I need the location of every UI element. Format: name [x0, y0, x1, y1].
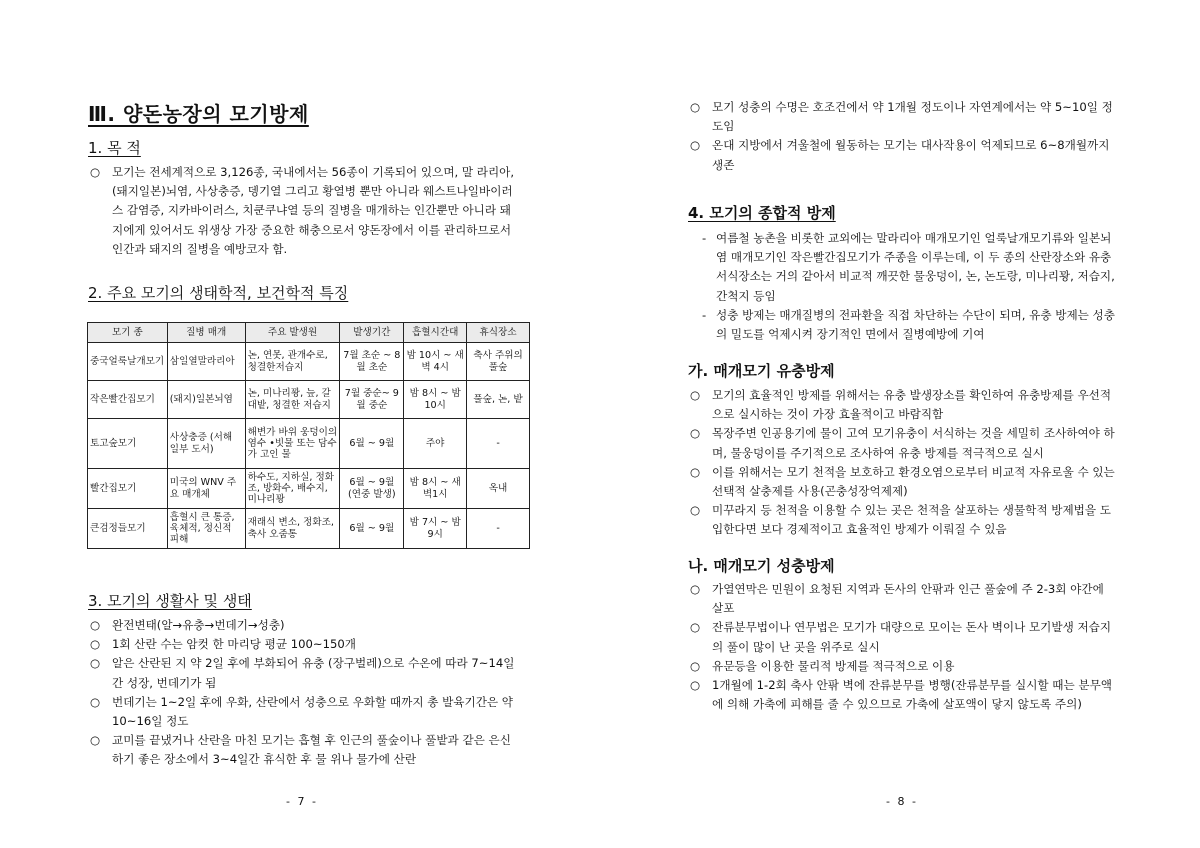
dash-bullet-icon: - [702, 231, 707, 245]
bullet-item [90, 654, 515, 692]
table-cell: 하수도, 지하실, 정화조, 방화수, 배수지, 미나리꽝 [245, 469, 340, 509]
bullet-text: 완전변태(알→유충→번데기→성충) [112, 618, 285, 632]
table-cell: 밤 7시 ~ 밤 9시 [404, 509, 467, 549]
circle-bullet-icon: ○ [90, 694, 101, 709]
table-cell: 7월 중순~ 9월 중순 [340, 381, 404, 419]
table-cell: 6월 ~ 9월 [340, 509, 404, 549]
bullet-text: 1회 산란 수는 암컷 한 마리당 평균 100~150개 [112, 637, 356, 652]
section-3-heading: 3. 모기의 생활사 및 생태 [88, 592, 252, 610]
table-cell: 해변가 바위 웅덩이의 염수 •빗물 또는 담수가 고인 물 [245, 419, 340, 469]
table-header-cell: 주요 발생원 [245, 323, 340, 343]
section-2-heading: 2. 주요 모기의 생태학적, 보건학적 특징 [88, 284, 349, 302]
circle-bullet-icon: ○ [690, 620, 701, 635]
table-cell: 6월 ~ 9월 [340, 419, 404, 469]
right-page [600, 0, 1200, 848]
bullet-item [90, 635, 515, 654]
bullet-item [690, 676, 1115, 714]
dash-text: 여름철 농촌을 비롯한 교외에는 말라리아 매개모기인 얼룩날개모기류와 일본뇌염 매개모기인 작은빨간집모기가 주종을 이루는데, 이 두 종의 산란장소와 유충 서식장소는 거의 같아서 비교적 깨끗한 물웅덩이, 논, 논도랑, 미나리꽝, 저습지, 간척지 등임 [716, 231, 1115, 303]
table-cell: 중국얼룩날개모기 [88, 343, 168, 381]
circle-bullet-icon: ○ [690, 678, 701, 693]
dash-bullet-icon: - [702, 307, 707, 322]
table-cell: 축사 주위의 풀숲 [467, 343, 530, 381]
bullet-text: 번데기는 1~2일 후에 우화, 산란에서 성충으로 우화할 때까지 총 발육기간은 약 10~16일 정도 [112, 694, 513, 729]
table-cell: 밤 8시 ~ 새벽1시 [404, 469, 467, 509]
table-cell: 풀숲, 논, 밭 [467, 381, 530, 419]
bullet-text: 교미를 끝냈거나 산란을 마친 모기는 흡혈 후 인근의 풀숲이나 풀밭과 같은 은신하기 좋은 장소에서 3~4일간 휴식한 후 물 위나 물가에 산란 [112, 733, 511, 767]
table-cell: 밤 8시 ~ 밤10시 [404, 381, 467, 419]
bullet-item [90, 731, 515, 769]
circle-bullet-icon: ○ [90, 637, 101, 652]
bullet-item [690, 424, 1115, 462]
dash-item [702, 306, 1117, 344]
bullet-text: 1개월에 1-2회 축사 안팎 벽에 잔류분무를 병행(잔류분무를 실시할 때는 분무액에 의해 가축에 피해를 줄 수 있으므로 가축에 살포액이 닿지 않도록 주의) [712, 678, 1112, 712]
continued-bullets [690, 98, 1115, 175]
circle-bullet-icon: ○ [690, 503, 701, 518]
chapter-title: Ⅲ. 양돈농장의 모기방제 [88, 102, 309, 126]
circle-bullet-icon: ○ [690, 582, 701, 596]
table-cell: 삼일열말라리아 [167, 343, 245, 381]
bullet-text: 미꾸라지 등 천적을 이용할 수 있는 곳은 천적을 살포하는 생물학적 방제법을 도입한다면 보다 경제적이고 효율적인 방제가 이뤄질 수 있음 [712, 503, 1111, 537]
subsection-b-heading: 나. 매개모기 성충방제 [688, 557, 835, 575]
circle-bullet-icon: ○ [690, 100, 701, 114]
table-cell: 밤 10시 ~ 새벽 4시 [404, 343, 467, 381]
table-cell: 사상충증 (서해 일부 도서) [167, 419, 245, 469]
section-1-heading: 1. 목 적 [88, 139, 141, 157]
bullet-text: 잔류분무법이나 연무법은 모기가 대량으로 모이는 돈사 벽이나 모기발생 저습지의 풀이 많이 난 곳을 위주로 실시 [712, 620, 1112, 654]
table-cell: 토고숲모기 [88, 419, 168, 469]
dash-text: 성충 방제는 매개질병의 전파환을 직접 차단하는 수단이 되며, 유충 방제는 성충의 밀도를 억제시켜 장기적인 면에서 질병예방에 기여 [716, 307, 1115, 342]
table-header-cell: 발생기간 [340, 323, 404, 343]
bullet-item [690, 386, 1115, 424]
table-header-cell: 질병 매개 [167, 323, 245, 343]
dash-item [702, 229, 1117, 306]
table-cell: 옥내 [467, 469, 530, 509]
bullet-text: 유문등을 이용한 물리적 방제를 적극적으로 이용 [712, 658, 955, 673]
page-number: - 8 - [886, 795, 918, 808]
table-header-row [88, 323, 530, 343]
bullet-item [690, 98, 1115, 136]
bullet-text: 모기의 효율적인 방제를 위해서는 유충 발생장소를 확인하여 유충방제를 우선적으로 실시하는 것이 가장 효율적이고 바람직함 [712, 388, 1112, 422]
table-header-cell: 모기 종 [88, 323, 168, 343]
bullet-item [90, 616, 515, 635]
table-row [88, 509, 530, 549]
bullet-text: 모기 성충의 수명은 호조건에서 약 1개월 정도이나 자연계에서는 약 5~10일 정도임 [712, 100, 1113, 134]
bullet-text: 목장주변 인공용기에 물이 고여 모기유충이 서식하는 것을 세밀히 조사하여야 하며, 물웅덩이를 주기적으로 조사하여 유충 방제를 적극적으로 실시 [712, 426, 1115, 460]
bullet-item [90, 693, 515, 731]
circle-bullet-icon: ○ [690, 464, 701, 479]
bullet-text: 알은 산란된 지 약 2일 후에 부화되어 유충 (장구벌레)으로 수온에 따라 7~14일간 성장, 번데기가 됨 [112, 656, 515, 690]
table-cell: 미국의 WNV 주요 매개체 [167, 469, 245, 509]
bullet-item [690, 501, 1115, 539]
table-row [88, 419, 530, 469]
section-4-heading: 4. 모기의 종합적 방제 [688, 204, 836, 222]
bullet-item [690, 463, 1115, 501]
table-row [88, 381, 530, 419]
bullet-item [690, 657, 1115, 676]
table-row [88, 343, 530, 381]
bullet-item [690, 136, 1115, 174]
table-cell: 논, 미나리꽝, 늪, 갈대밭, 청결한 저습지 [245, 381, 340, 419]
table-header-cell: 흡혈시간대 [404, 323, 467, 343]
table-cell: 논, 연못, 관개수로, 청결한저습지 [245, 343, 340, 381]
circle-bullet-icon: ○ [90, 656, 101, 671]
table-cell: 흡혈시 큰 통증, 육체적, 정신적 피해 [167, 509, 245, 549]
circle-bullet-icon: ○ [690, 426, 701, 441]
bullet-text: 이를 위해서는 모기 천적을 보호하고 환경오염으로부터 비교적 자유로울 수 있는 선택적 살충제를 사용(곤충성장억제제) [712, 464, 1115, 499]
table-cell: 큰검정들모기 [88, 509, 168, 549]
bullet-text: 온대 지방에서 겨울철에 월동하는 모기는 대사작용이 억제되므로 6~8개월까지 생존 [712, 138, 1110, 172]
table-cell: 빨간집모기 [88, 469, 168, 509]
table-cell: 주야 [404, 419, 467, 469]
table-cell: - [467, 419, 530, 469]
circle-bullet-icon: ○ [690, 658, 701, 673]
bullet-item [690, 618, 1115, 656]
table-cell: 작은빨간집모기 [88, 381, 168, 419]
bullet-item [690, 580, 1115, 618]
subsection-b-body [690, 580, 1115, 714]
section-1-body [90, 163, 515, 259]
circle-bullet-icon: ○ [690, 138, 701, 153]
circle-bullet-icon: ○ [90, 165, 101, 179]
mosquito-species-table [87, 322, 530, 549]
table-cell: 7월 초순 ~ 8월 초순 [340, 343, 404, 381]
table-cell: 6월 ~ 9월 (연중 발생) [340, 469, 404, 509]
table-header-cell: 휴식장소 [467, 323, 530, 343]
page-number: - 7 - [286, 795, 318, 808]
section-3-body [90, 616, 515, 770]
table-cell: 재래식 변소, 정화조, 축사 오줌통 [245, 509, 340, 549]
section-4-body [702, 229, 1117, 344]
subsection-a-body [690, 386, 1115, 540]
circle-bullet-icon: ○ [90, 733, 101, 748]
bullet-text: 모기는 전세계적으로 3,126종, 국내에서는 56종이 기록되어 있으며, 말 라리아, (돼지일본)뇌염, 사상충증, 뎅기열 그리고 황열병 뿐만 아니라 웨스트나일바이러스 감염증, 지카바이러스, 치쿤쿠냐열 등의 질병을 매개하는 인간뿐만 아니라 돼지에게 있어서도 위생상 가장 중요한 해충으로서 양돈장에서 이를 관리하므로서 인간과 돼지의 질병을 예방코자 함. [112, 165, 515, 256]
circle-bullet-icon: ○ [90, 618, 101, 632]
subsection-a-heading: 가. 매개모기 유충방제 [688, 362, 835, 380]
table-cell: (돼지)일본뇌염 [167, 381, 245, 419]
table-row [88, 469, 530, 509]
bullet-item [90, 163, 515, 259]
circle-bullet-icon: ○ [690, 388, 701, 402]
table-cell: - [467, 509, 530, 549]
bullet-text: 가열연막은 민원이 요청된 지역과 돈사의 안팎과 인근 풀숲에 주 2-3회 야간에 살포 [712, 582, 1104, 616]
